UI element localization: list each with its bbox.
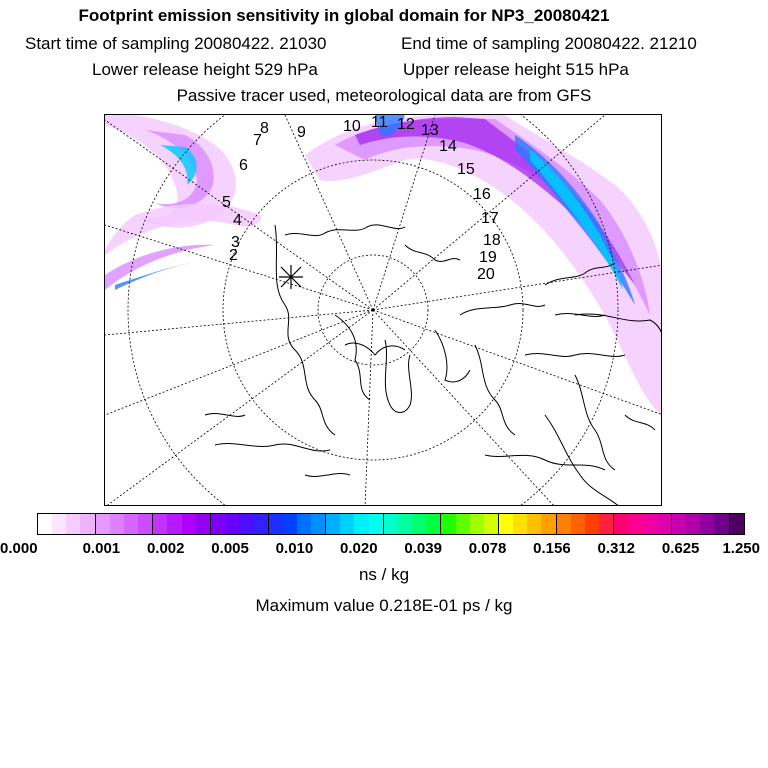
trajectory-label: 16 xyxy=(473,186,491,203)
units-label: ns / kg xyxy=(358,565,410,584)
trajectory-label: 17 xyxy=(481,210,499,227)
color-scale-segment xyxy=(253,514,267,534)
color-scale-segment xyxy=(686,514,700,534)
trajectory-label: 13 xyxy=(421,122,439,139)
color-scale-segment xyxy=(714,514,728,534)
color-scale-tick-label: 0.010 xyxy=(275,540,314,557)
trajectory-label: 12 xyxy=(397,116,415,133)
color-scale-segment xyxy=(110,514,124,534)
color-scale-segment xyxy=(369,514,383,534)
color-scale-segment xyxy=(643,514,657,534)
color-scale-segment xyxy=(484,514,498,534)
color-scale-segment xyxy=(556,514,571,534)
trajectory-label: 2 xyxy=(229,247,238,264)
color-scale-bar xyxy=(37,513,745,535)
trajectory-label: 5 xyxy=(222,194,231,211)
color-scale-tick-label: 0.312 xyxy=(597,540,636,557)
trajectory-label: 14 xyxy=(439,138,457,155)
trajectory-label: 8 xyxy=(260,120,269,137)
color-scale-segment xyxy=(124,514,138,534)
color-scale-segment xyxy=(585,514,599,534)
color-scale-segment xyxy=(239,514,253,534)
color-scale-segment xyxy=(225,514,239,534)
color-scale-segment xyxy=(297,514,311,534)
trajectory-label: 15 xyxy=(457,161,475,178)
trajectory-label: 18 xyxy=(483,232,501,249)
color-scale-segment xyxy=(152,514,167,534)
color-scale-segment xyxy=(383,514,398,534)
color-scale-segment xyxy=(571,514,585,534)
color-scale-segment xyxy=(52,514,66,534)
max-value-label: Maximum value 0.218E-01 ps / kg xyxy=(255,596,513,615)
plot-title: Footprint emission sensitivity in global domain for NP3_20080421 xyxy=(78,6,610,25)
trajectory-label: 7 xyxy=(253,132,262,149)
color-scale-segment xyxy=(426,514,440,534)
tracer-note: Passive tracer used, meteorological data are from GFS xyxy=(176,86,592,105)
polar-map xyxy=(104,114,662,506)
trajectory-label: 11 xyxy=(371,115,388,131)
start-time-label: Start time of sampling 20080422. 21030 xyxy=(25,34,327,53)
color-scale-segment xyxy=(196,514,210,534)
color-scale-segment xyxy=(268,514,283,534)
trajectory-label: 4 xyxy=(233,212,242,229)
color-scale-segment xyxy=(498,514,513,534)
color-scale-segment xyxy=(412,514,426,534)
lower-height-label: Lower release height 529 hPa xyxy=(92,60,318,79)
color-scale-tick-label: 0.020 xyxy=(340,540,378,557)
color-scale-tick-label: 0.625 xyxy=(661,540,700,557)
color-scale-segment xyxy=(541,514,555,534)
color-scale-segment xyxy=(440,514,455,534)
color-scale-segment xyxy=(38,514,52,534)
color-scale-segment xyxy=(340,514,354,534)
trajectory-label: 20 xyxy=(477,266,495,283)
color-scale-segment xyxy=(599,514,613,534)
color-scale-tick-label: 0.002 xyxy=(146,540,185,557)
trajectory-label: 19 xyxy=(479,249,497,266)
color-scale-tick-label: 0.156 xyxy=(533,540,571,557)
color-scale-segment xyxy=(80,514,94,534)
color-scale-segment xyxy=(700,514,714,534)
color-scale-segment xyxy=(671,514,686,534)
color-scale-tick-label: 0.000 xyxy=(0,540,38,557)
color-scale-tick-label: 0.078 xyxy=(468,540,507,557)
asterisk-release-point-icon xyxy=(279,265,303,289)
end-time-label: End time of sampling 20080422. 21210 xyxy=(401,34,697,53)
color-scale-segment xyxy=(470,514,484,534)
color-scale-segment xyxy=(657,514,671,534)
color-scale-segment xyxy=(210,514,225,534)
color-scale-segment xyxy=(325,514,340,534)
color-scale-segment xyxy=(354,514,368,534)
color-scale-segment xyxy=(95,514,110,534)
color-scale-segment xyxy=(66,514,80,534)
upper-height-label: Upper release height 515 hPa xyxy=(403,60,629,79)
color-scale-tick-label: 0.005 xyxy=(211,540,249,557)
color-scale-segment xyxy=(182,514,196,534)
trajectory-label: 9 xyxy=(297,124,306,141)
color-scale-segment xyxy=(527,514,541,534)
color-scale-tick-label: 0.001 xyxy=(82,540,121,557)
color-scale-tick-label: 1.250 xyxy=(722,540,760,557)
color-scale-segment xyxy=(283,514,297,534)
color-scale-segment xyxy=(456,514,470,534)
trajectory-label: 6 xyxy=(239,157,248,174)
map-canvas xyxy=(105,115,662,506)
color-scale-segment xyxy=(167,514,181,534)
color-scale-segment xyxy=(138,514,152,534)
color-scale-segment xyxy=(311,514,325,534)
color-scale-tick-label: 0.039 xyxy=(404,540,442,557)
color-scale-segment xyxy=(398,514,412,534)
color-scale-segment xyxy=(613,514,628,534)
trajectory-label: 3 xyxy=(231,234,240,251)
color-scale-segment xyxy=(628,514,642,534)
color-scale-segment xyxy=(513,514,527,534)
color-scale-segment xyxy=(729,514,744,534)
trajectory-label: 10 xyxy=(343,118,361,135)
